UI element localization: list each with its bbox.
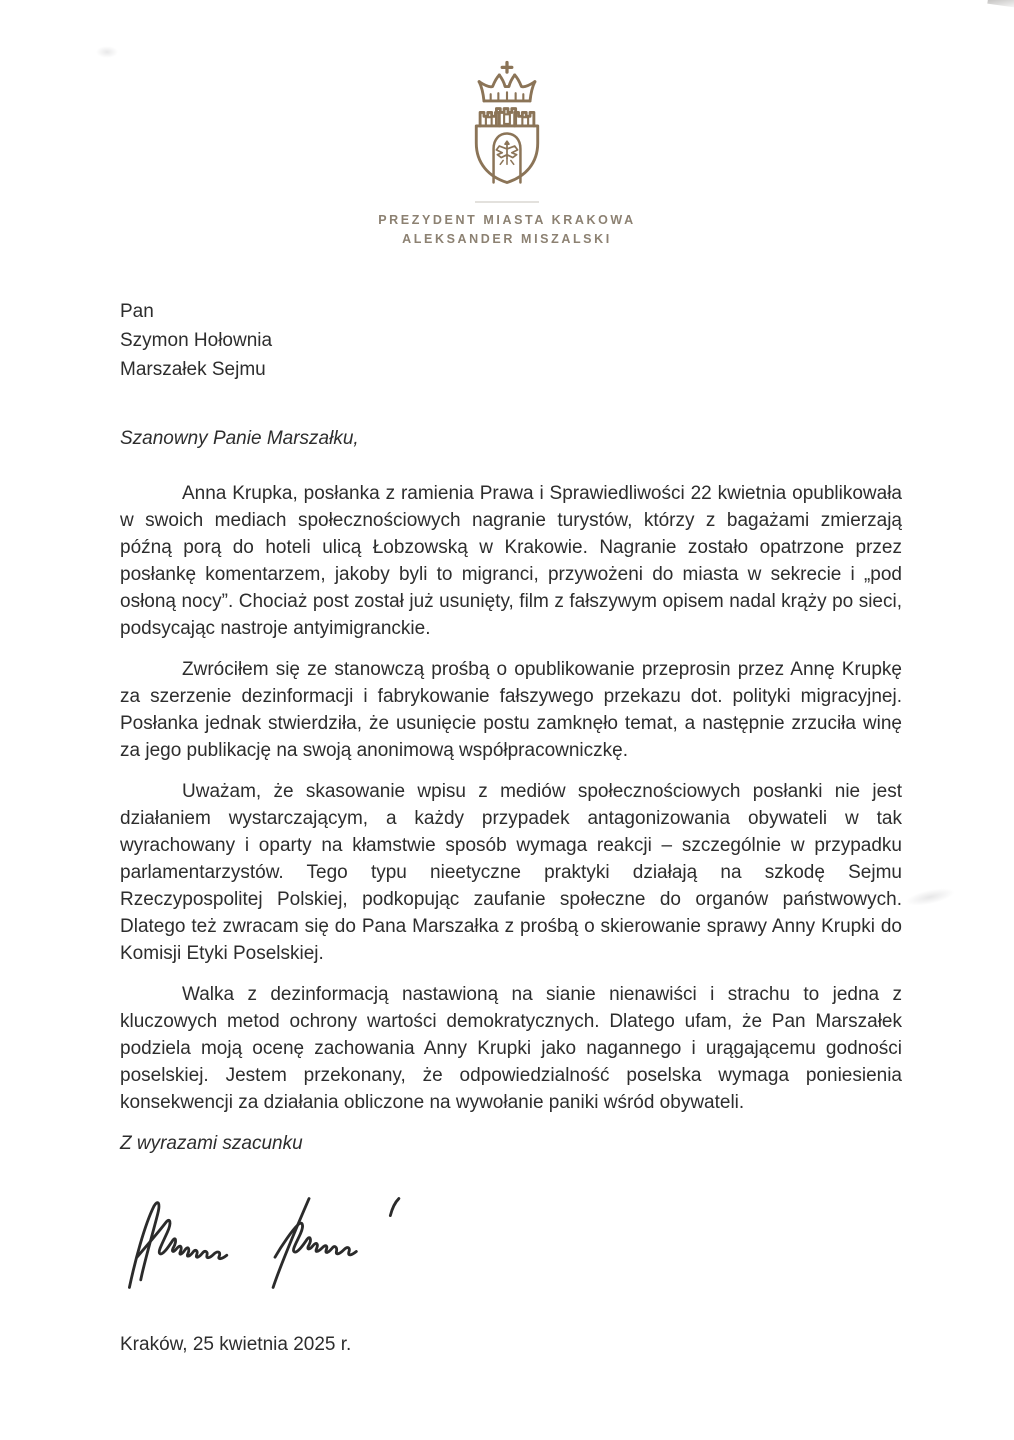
closing-phrase: Z wyrazami szacunku (120, 1133, 303, 1154)
scan-smudge (904, 885, 956, 909)
letterhead (0, 60, 1014, 249)
paragraph-1: Anna Krupka, posłanka z ramienia Prawa i Sprawiedliwości 22 kwietnia opublikowała w swoich mediach społecznościowych nagranie turystów, którzy z bagażami zmierzają późną porą do hoteli ulicą Łobzowską w Krakowie. Nagranie zostało opatrzone przez posłankę komentarzem, jakoby byli to migranci, przywożeni do miasta w sekrecie i „pod osłoną nocy”. Chociaż post został już usunięty, film z fałszywym opisem nadal krąży po sieci, podsycając nastroje antyimigranckie. (120, 483, 902, 639)
letterhead-office-title: PREZYDENT MIASTA KRAKOWA (378, 213, 636, 227)
dateline: Kraków, 25 kwietnia 2025 r. (120, 1334, 352, 1355)
scan-corner-artifact (987, 0, 1014, 8)
handwritten-signature-icon (120, 1191, 902, 1295)
recipient-title: Marszałek Sejmu (120, 359, 266, 380)
letterhead-officeholder-name: ALEKSANDER MISZALSKI (402, 232, 612, 246)
scan-smudge (96, 46, 118, 58)
letter-content (120, 297, 902, 1358)
paragraph-4: Walka z dezinformacją nastawioną na sianie nienawiści i strachu to jedna z kluczowych metod ochrony wartości demokratycznych. Dlatego ufam, że Pan Marszałek podziela moją ocenę zachowania Anny Krupki jako nagannego i urągającemu godności poselskiej. Jestem przekonany, że odpowiedzialność poselska wymaga poniesienia konsekwencji za działania obliczone na wywołanie paniki wśród obywateli. (120, 984, 902, 1113)
recipient-block (120, 297, 902, 384)
header-divider (475, 201, 539, 203)
paragraph-3: Uważam, że skasowanie wpisu z mediów społecznościowych posłanki nie jest działaniem wystarczającym, a każdy przypadek antagonizowania obywateli w tak wyrachowany i oparty na kłamstwie sposób wymaga reakcji – szczególnie w przypadku parlamentarzystów. Tego typu nieetyczne praktyki działają na szkodę Sejmu Rzeczypospolitej Polskiej, podkopując zaufanie społeczne do organów państwowych. Dlatego też zwracam się do Pana Marszałka z prośbą o skierowanie sprawy Anny Krupki do Komisji Etyki Poselskiej. (120, 781, 902, 964)
recipient-name: Szymon Hołownia (120, 330, 273, 351)
krakow-coat-of-arms-icon (459, 60, 555, 186)
recipient-honorific: Pan (120, 301, 154, 322)
paragraph-2: Zwróciłem się ze stanowczą prośbą o opublikowanie przeprosin przez Annę Krupkę za szerzenie dezinformacji i fabrykowanie fałszywego przekazu dot. polityki migracyjnej. Posłanka jednak stwierdziła, że usunięcie postu zamknęło temat, a następnie zrzuciła winę za jego publikację na swoją anonimową współpracowniczkę. (120, 659, 902, 761)
salutation: Szanowny Panie Marszałku, (120, 428, 359, 449)
